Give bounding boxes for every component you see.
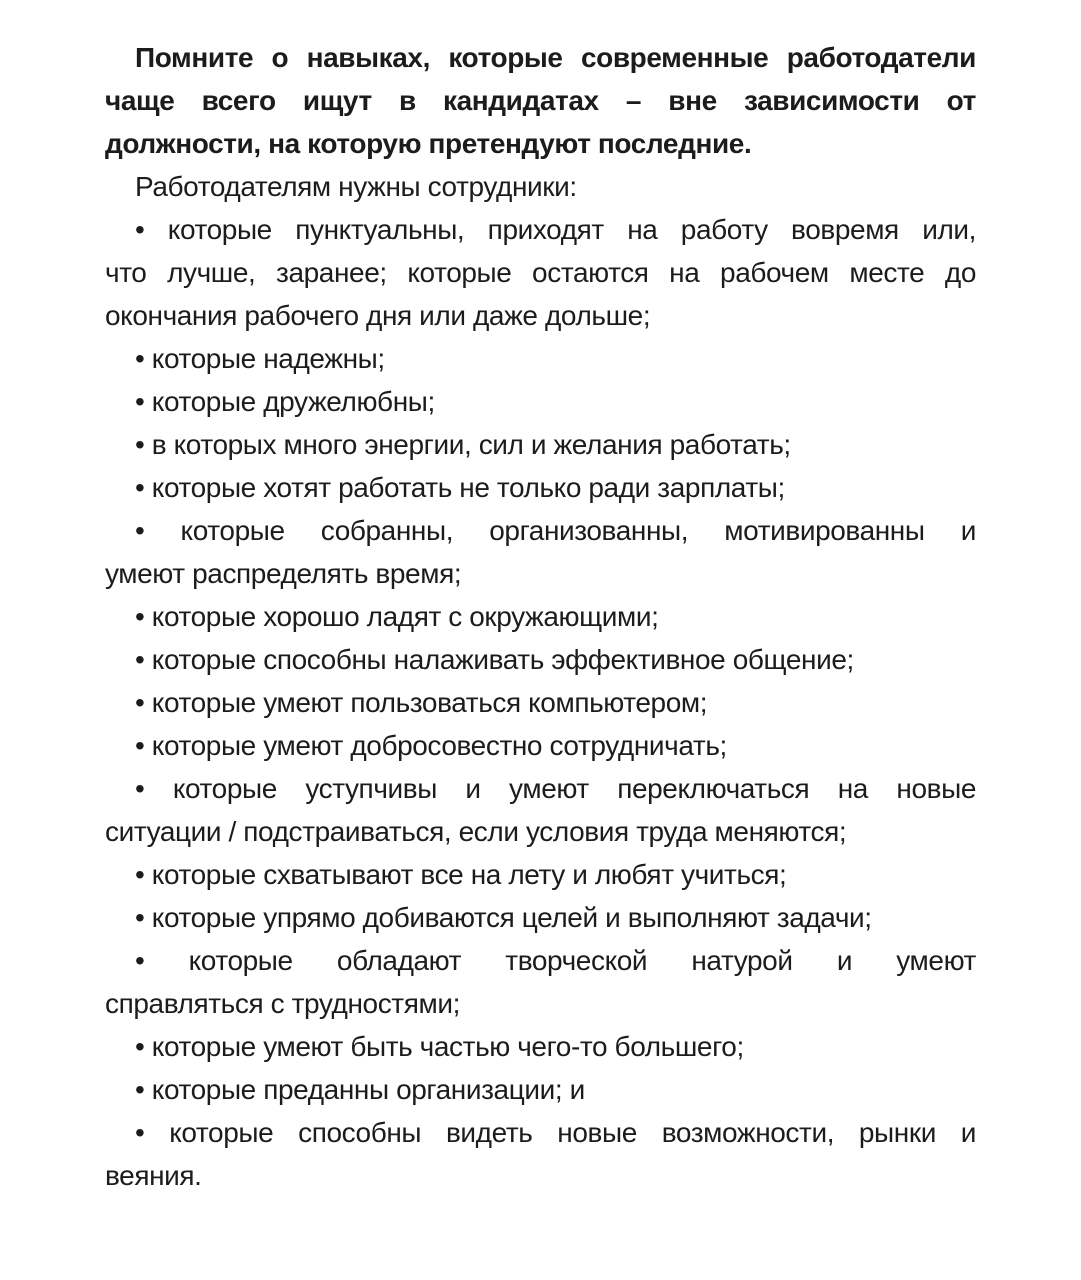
bullet-paragraph: [105, 509, 976, 595]
bullet-paragraph: [105, 853, 976, 896]
text-line: чаще всего ищут в кандидатах – вне зависимости от: [105, 85, 976, 116]
paragraph: [105, 165, 976, 208]
bullet-paragraph: [105, 767, 976, 853]
bullet-paragraph: [105, 595, 976, 638]
text-line: • в которых много энергии, сил и желания работать;: [135, 429, 791, 460]
bullet-paragraph: [105, 939, 976, 1025]
text-line: веяния.: [105, 1160, 202, 1191]
text-line: • которые обладают творческой натурой и умеют: [135, 945, 976, 976]
text-line: • которые хорошо ладят с окружающими;: [135, 601, 659, 632]
bullet-paragraph: [105, 466, 976, 509]
text-line: • которые способны видеть новые возможности, рынки и: [135, 1117, 976, 1148]
bullet-paragraph: [105, 208, 976, 337]
text-line: умеют распределять время;: [105, 558, 462, 589]
text-line: • которые уступчивы и умеют переключаться на новые: [135, 773, 976, 804]
bullet-paragraph: [105, 681, 976, 724]
text-line: • которые умеют добросовестно сотрудничать;: [135, 730, 727, 761]
text-line: • которые пунктуальны, приходят на работу вовремя или,: [135, 214, 976, 245]
bullet-paragraph: [105, 1111, 976, 1197]
text-line: • которые схватывают все на лету и любят учиться;: [135, 859, 787, 890]
bullet-paragraph: [105, 638, 976, 681]
text-line: • которые умеют быть частью чего-то большего;: [135, 1031, 744, 1062]
text-line: • которые собранны, организованны, мотивированны и: [135, 515, 976, 546]
bullet-paragraph: [105, 423, 976, 466]
text-line: • которые преданны организации; и: [135, 1074, 585, 1105]
text-line: • которые надежны;: [135, 343, 385, 374]
text-line: окончания рабочего дня или даже дольше;: [105, 300, 651, 331]
text-line: • которые упрямо добиваются целей и выполняют задачи;: [135, 902, 872, 933]
bullet-paragraph: [105, 337, 976, 380]
bullet-paragraph: [105, 724, 976, 767]
text-line: справляться с трудностями;: [105, 988, 460, 1019]
text-line: должности, на которую претендуют последние.: [105, 128, 752, 159]
bullet-paragraph: [105, 380, 976, 423]
paragraph: [105, 36, 976, 165]
text-line: • которые дружелюбны;: [135, 386, 435, 417]
text-line: что лучше, заранее; которые остаются на рабочем месте до: [105, 257, 976, 288]
bullet-paragraph: [105, 1025, 976, 1068]
text-line: Работодателям нужны сотрудники:: [135, 171, 577, 202]
text-line: • которые умеют пользоваться компьютером;: [135, 687, 708, 718]
text-line: • которые способны налаживать эффективное общение;: [135, 644, 854, 675]
text-line: • которые хотят работать не только ради зарплаты;: [135, 472, 785, 503]
text-line: ситуации / подстраиваться, если условия труда меняются;: [105, 816, 847, 847]
text-line: Помните о навыках, которые современные работодатели: [135, 42, 976, 73]
bullet-paragraph: [105, 1068, 976, 1111]
bullet-paragraph: [105, 896, 976, 939]
